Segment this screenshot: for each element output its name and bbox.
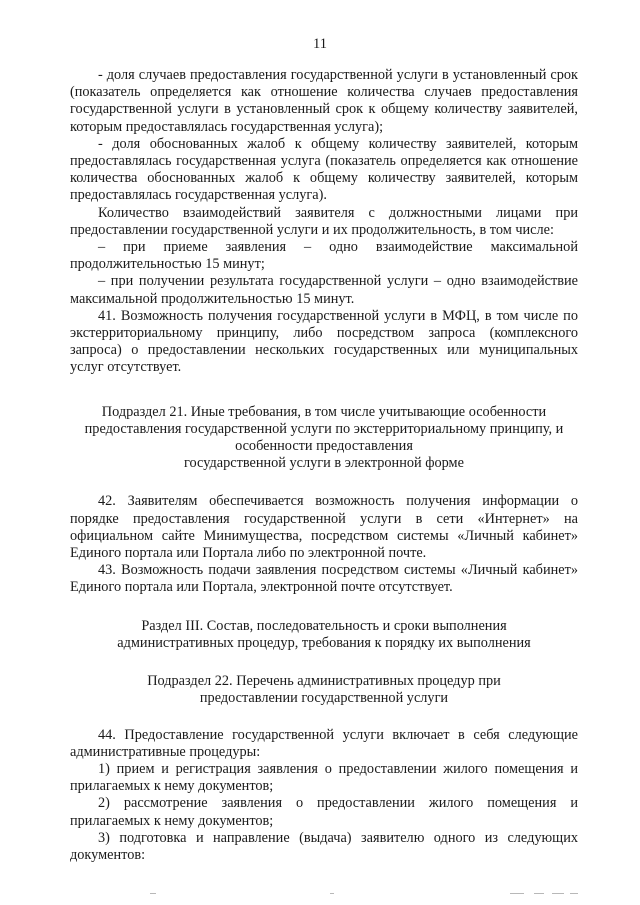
heading-line: административных процедур, требования к порядку их выполнения: [117, 634, 531, 651]
list-item-3: 3) подготовка и направление (выдача) заявителю одного из следующих документов:: [70, 829, 578, 863]
document-body: [70, 67, 578, 864]
paragraph-share-complaints: - доля обоснованных жалоб к общему количеству заявителей, которым предоставлялась государственная услуга (показатель определяется как отношение количества обоснованных жалоб к общему количеству заявителей, которым предоставлялась государственная услуга).: [70, 135, 578, 204]
heading-line: Раздел III. Состав, последовательность и сроки выполнения: [141, 617, 507, 634]
page-number: 11: [313, 36, 327, 52]
paragraph-share-on-time: - доля случаев предоставления государственной услуги в установленный срок (показатель определяется как отношение количества случаев предоставления государственной услуги в установленный срок к общему количеству заявителей, которым предоставлялась государственная услуга);: [70, 67, 578, 135]
paragraph-42: 42. Заявителям обеспечивается возможность получения информации о порядке предоставления государственной услуги в сети «Интернет» на официальном сайте Минимущества, посредством системы «Личный кабинет» Единого портала или Портала либо по электронной почте.: [70, 493, 578, 562]
heading-line: государственной услуги в электронной форме: [184, 455, 464, 472]
paragraph-43: 43. Возможность подачи заявления посредством системы «Личный кабинет» Единого портала или Портала, электронной почте отсутствует.: [70, 562, 578, 596]
list-item-2: 2) рассмотрение заявления о предоставлении жилого помещения и прилагаемых к нему документов;: [70, 795, 578, 829]
section-3-heading: [70, 618, 578, 652]
paragraph-41: 41. Возможность получения государственной услуги в МФЦ, в том числе по экстерриториальному принципу, либо посредством запроса (комплексного запроса) о предоставлении нескольких государственных или муниципальных услуг отсутствует.: [70, 307, 578, 376]
subsection-21-heading: [70, 404, 578, 473]
heading-line: Подраздел 22. Перечень административных процедур при: [147, 673, 501, 690]
subsection-22-heading: [70, 673, 578, 707]
heading-line: предоставления государственной услуги по экстерриториальному принципу, и: [84, 420, 564, 437]
heading-line: предоставлении государственной услуги: [199, 690, 449, 707]
heading-line: особенности предоставления: [235, 438, 413, 455]
paragraph-interaction-result: – при получении результата государственной услуги – одно взаимодействие максимальной продолжительностью 15 минут.: [70, 273, 578, 307]
paragraph-interaction-application: – при приеме заявления – одно взаимодействие максимальной продолжительностью 15 минут;: [70, 239, 578, 273]
scan-noise-decoration: [150, 893, 590, 895]
spacer: [70, 377, 578, 404]
list-item-1: 1) прием и регистрация заявления о предоставлении жилого помещения и прилагаемых к нему документов;: [70, 760, 578, 795]
spacer: [70, 472, 578, 493]
spacer: [70, 708, 578, 727]
spacer: [70, 652, 578, 673]
paragraph-interactions-count: Количество взаимодействий заявителя с должностными лицами при предоставлении государственной услуги и их продолжительность, в том числе:: [70, 204, 578, 238]
heading-line: Подраздел 21. Иные требования, в том числе учитывающие особенности: [101, 403, 547, 420]
spacer: [70, 597, 578, 618]
paragraph-44: 44. Предоставление государственной услуги включает в себя следующие административные процедуры:: [70, 726, 578, 760]
